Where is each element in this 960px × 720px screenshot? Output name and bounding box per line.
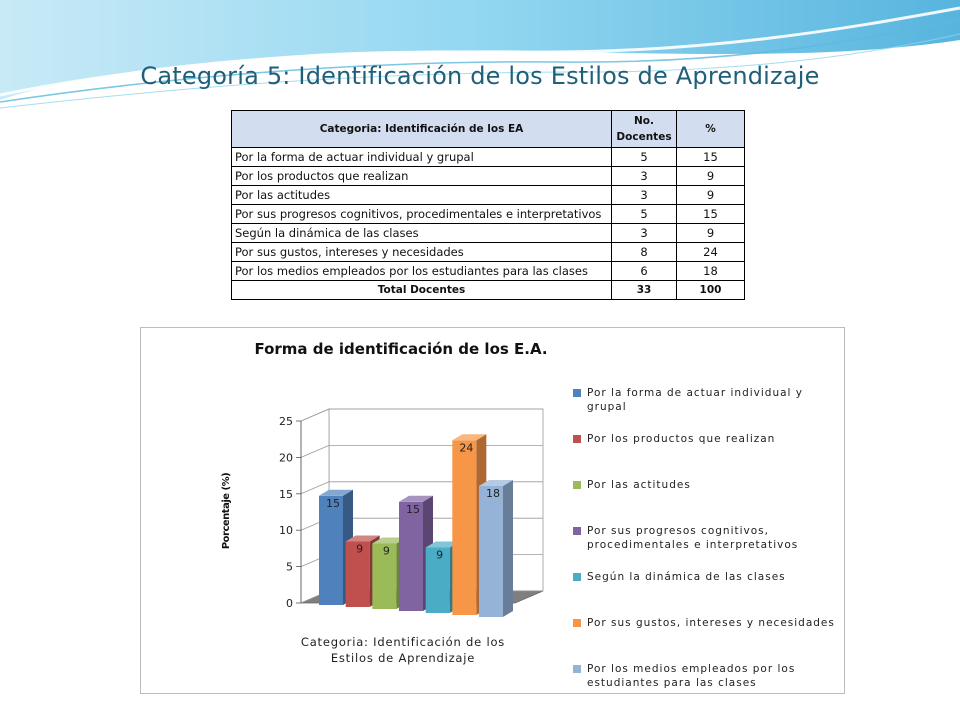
legend-item [573, 432, 838, 446]
slide-title: Categoría 5: Identificación de los Estilos de Aprendizaje [140, 62, 820, 90]
row-label: Por sus progresos cognitivos, procedimentales e interpretativos [232, 205, 612, 224]
y-tick-label: 5 [286, 560, 293, 574]
row-pct: 9 [677, 224, 745, 243]
bar-front [399, 502, 423, 611]
table-row [232, 205, 745, 224]
bar-value-label: 9 [356, 542, 364, 556]
legend-swatch [573, 527, 581, 535]
total-pct: 100 [677, 281, 745, 300]
x-axis-label-line: Categoria: Identificación de los [300, 635, 506, 649]
bar-value-label: 9 [382, 544, 390, 558]
legend-item [573, 616, 838, 630]
bar-value-label: 9 [436, 548, 444, 562]
x-axis-label-line: Estilos de Aprendizaje [330, 651, 476, 665]
legend-item [573, 570, 838, 584]
legend-swatch [573, 389, 581, 397]
legend-label: Por los productos que realizan [587, 433, 776, 445]
row-docentes: 3 [612, 186, 677, 205]
chart-x-axis-label [301, 635, 505, 665]
bar-value-label: 24 [459, 441, 474, 455]
chart-container [140, 327, 845, 694]
total-docentes: 33 [612, 281, 677, 300]
table-row [232, 243, 745, 262]
row-label: Por sus gustos, intereses y necesidades [232, 243, 612, 262]
chart-y-axis-label: Porcentaje (%) [221, 472, 232, 550]
legend-label: Por sus progresos cognitivos, procedimentales e interpretativos [587, 525, 799, 551]
y-tick-label: 10 [279, 524, 293, 538]
legend-item [573, 386, 838, 414]
total-label: Total Docentes [232, 281, 612, 300]
legend-swatch [573, 619, 581, 627]
chart-title: Forma de identificación de los E.A. [254, 340, 548, 358]
bar-front [319, 496, 343, 605]
bar-front [479, 486, 503, 617]
row-pct: 24 [677, 243, 745, 262]
y-tick-label: 20 [279, 451, 293, 465]
legend-item [573, 524, 838, 552]
y-tick-label: 0 [286, 597, 293, 610]
legend-swatch [573, 481, 581, 489]
row-label: Según la dinámica de las clases [232, 224, 612, 243]
bar-side [503, 480, 513, 617]
row-pct: 9 [677, 186, 745, 205]
table-row [232, 148, 745, 167]
table-row [232, 167, 745, 186]
y-tick-label: 25 [279, 415, 293, 428]
legend-swatch [573, 435, 581, 443]
row-pct: 9 [677, 167, 745, 186]
bar-7 [479, 480, 513, 617]
bar-value-label: 15 [326, 496, 340, 510]
bar-front [452, 440, 476, 615]
row-docentes: 5 [612, 205, 677, 224]
row-label: Por los productos que realizan [232, 167, 612, 186]
legend-label: Por los medios empleados por los estudiantes para las clases [587, 663, 796, 689]
table-row [232, 262, 745, 281]
header-categoria: Categoria: Identificación de los EA [232, 111, 612, 148]
table-total-row [232, 281, 745, 300]
row-label: Por las actitudes [232, 186, 612, 205]
bar-chart [141, 328, 844, 693]
row-label: Por la forma de actuar individual y grupal [232, 148, 612, 167]
table-row [232, 224, 745, 243]
table-header-row [232, 111, 745, 148]
data-table [231, 110, 745, 300]
row-label: Por los medios empleados por los estudiantes para las clases [232, 262, 612, 281]
legend-item [573, 662, 838, 690]
row-docentes: 5 [612, 148, 677, 167]
row-docentes: 6 [612, 262, 677, 281]
legend-item [573, 478, 838, 492]
legend-label: Por la forma de actuar individual y grupal [587, 387, 804, 413]
row-docentes: 3 [612, 167, 677, 186]
legend-swatch [573, 665, 581, 673]
header-docentes: No. Docentes [612, 111, 677, 148]
header-pct: % [677, 111, 745, 148]
legend-swatch [573, 573, 581, 581]
row-docentes: 8 [612, 243, 677, 262]
bar-value-label: 15 [406, 502, 420, 516]
row-docentes: 3 [612, 224, 677, 243]
y-tick-label: 15 [279, 487, 293, 501]
row-pct: 15 [677, 205, 745, 224]
legend-label: Según la dinámica de las clases [587, 571, 786, 583]
bar-value-label: 18 [486, 486, 500, 500]
row-pct: 15 [677, 148, 745, 167]
legend-label: Por las actitudes [587, 479, 691, 491]
row-pct: 18 [677, 262, 745, 281]
table-row [232, 186, 745, 205]
legend-label: Por sus gustos, intereses y necesidades [587, 617, 835, 629]
